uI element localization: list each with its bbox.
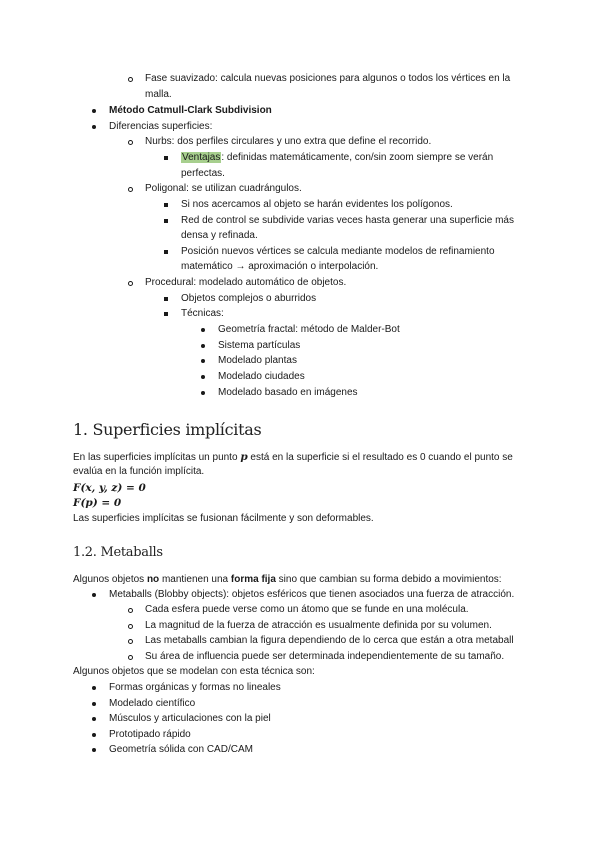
diferencias-text: Diferencias superficies: xyxy=(109,121,213,132)
bullet-icon xyxy=(201,328,205,332)
p1-end: está en la superficie si el resultado es 0 cuando el punto se xyxy=(247,452,513,463)
bullet-icon xyxy=(92,109,96,113)
section-1-conclusion: Las superficies implícitas se fusionan fácilmente y son deformables. xyxy=(73,513,374,524)
circle-bullet-icon xyxy=(128,187,133,192)
intro-forma: forma fija xyxy=(230,574,276,585)
procedural-item: Técnicas: xyxy=(181,308,224,319)
tecnica-object-item: Músculos y articulaciones con la piel xyxy=(109,713,271,724)
poligonal-item-cont: densa y refinada. xyxy=(181,230,258,241)
fase-suavizado-text: Fase suavizado: calcula nuevas posiciones para algunos o todos los vértices en la xyxy=(145,73,511,84)
square-bullet-icon xyxy=(164,219,168,223)
intro-a: Algunos objetos xyxy=(73,574,147,585)
section-1-2-heading: 1.2. Metaballs xyxy=(73,545,163,560)
square-bullet-icon xyxy=(164,297,168,301)
intro-b: mantienen una xyxy=(159,574,231,585)
bullet-icon xyxy=(92,748,96,752)
section-1-paragraph-cont: evalúa en la función implícita. xyxy=(73,466,205,477)
metaballs-item: Cada esfera puede verse como un átomo que se funde en una molécula. xyxy=(145,604,469,615)
intro-no: no xyxy=(146,574,160,585)
metaballs-item: Su área de influencia puede ser determinada independientemente de su tamaño. xyxy=(145,651,505,662)
tecnica-object-item: Modelado científico xyxy=(109,698,196,709)
poligonal-item: Si nos acercamos al objeto se harán evidentes los polígonos. xyxy=(181,199,453,210)
section-1-heading: 1. Superficies implícitas xyxy=(73,420,262,439)
metaballs-item: Las metaballs cambian la figura dependiendo de lo cerca que están a otra metaball xyxy=(145,635,514,646)
bullet-icon xyxy=(201,344,205,348)
metaballs-intro xyxy=(73,573,502,587)
poligonal-item-cont: matemático → aproximación o interpolación. xyxy=(181,261,379,272)
bullet-icon xyxy=(201,359,205,363)
tecnica-intro: Algunos objetos que se modelan con esta técnica son: xyxy=(73,666,315,677)
ventajas-text-cont: perfectas. xyxy=(181,168,225,179)
bullet-icon xyxy=(92,733,96,737)
bullet-icon xyxy=(92,717,96,721)
square-bullet-icon xyxy=(164,312,168,316)
equation-2: F(p) = 0 xyxy=(73,497,122,509)
ventajas-line xyxy=(181,151,493,165)
procedural-item: Objetos complejos o aburridos xyxy=(181,293,317,304)
bullet-icon xyxy=(92,125,96,129)
metaballs-text: Metaballs (Blobby objects): objetos esféricos que tienen asociados una fuerza de atracción. xyxy=(109,589,515,600)
circle-bullet-icon xyxy=(128,655,133,660)
poligonal-item: Posición nuevos vértices se calcula mediante modelos de refinamiento xyxy=(181,246,495,257)
tecnica-item: Modelado basado en imágenes xyxy=(218,387,358,398)
metaballs-item: La magnitud de la fuerza de atracción es usualmente definida por su volumen. xyxy=(145,620,492,631)
circle-bullet-icon xyxy=(128,281,133,286)
circle-bullet-icon xyxy=(128,77,133,82)
circle-bullet-icon xyxy=(128,140,133,145)
circle-bullet-icon xyxy=(128,608,133,613)
ventajas-rest: : definidas matemáticamente, con/sin zoom siempre se verán xyxy=(221,152,494,163)
poligonal-item: Red de control se subdivide varias veces hasta generar una superficie más xyxy=(181,215,514,226)
var-p: p xyxy=(240,451,248,463)
tecnica-object-item: Geometría sólida con CAD/CAM xyxy=(109,744,253,755)
p1-start: En las superficies implícitas un punto xyxy=(73,452,241,463)
ventajas-highlight: Ventajas xyxy=(182,152,221,163)
circle-bullet-icon xyxy=(128,624,133,629)
circle-bullet-icon xyxy=(128,639,133,644)
tecnica-item: Geometría fractal: método de Malder-Bot xyxy=(218,324,400,335)
poligonal-text: Poligonal: se utilizan cuadrángulos. xyxy=(145,183,302,194)
catmull-clark-heading: Método Catmull-Clark Subdivision xyxy=(109,105,272,116)
square-bullet-icon xyxy=(164,203,168,207)
bullet-icon xyxy=(92,702,96,706)
square-bullet-icon xyxy=(164,250,168,254)
square-bullet-icon xyxy=(164,156,168,160)
procedural-text: Procedural: modelado automático de objetos. xyxy=(145,277,347,288)
bullet-icon xyxy=(201,391,205,395)
bullet-icon xyxy=(92,593,96,597)
tecnica-object-item: Prototipado rápido xyxy=(109,729,191,740)
nurbs-text: Nurbs: dos perfiles circulares y uno extra que define el recorrido. xyxy=(145,136,432,147)
tecnica-item: Modelado ciudades xyxy=(218,371,305,382)
bullet-icon xyxy=(201,375,205,379)
fase-suavizado-text-cont: malla. xyxy=(145,89,172,100)
section-1-paragraph xyxy=(73,450,513,465)
tecnica-item: Modelado plantas xyxy=(218,355,297,366)
tecnica-object-item: Formas orgánicas y formas no lineales xyxy=(109,682,281,693)
bullet-icon xyxy=(92,686,96,690)
tecnica-item: Sistema partículas xyxy=(218,340,301,351)
intro-c: sino que cambian su forma debido a movimientos: xyxy=(275,574,502,585)
equation-1: F(x, y, z) = 0 xyxy=(73,482,146,494)
